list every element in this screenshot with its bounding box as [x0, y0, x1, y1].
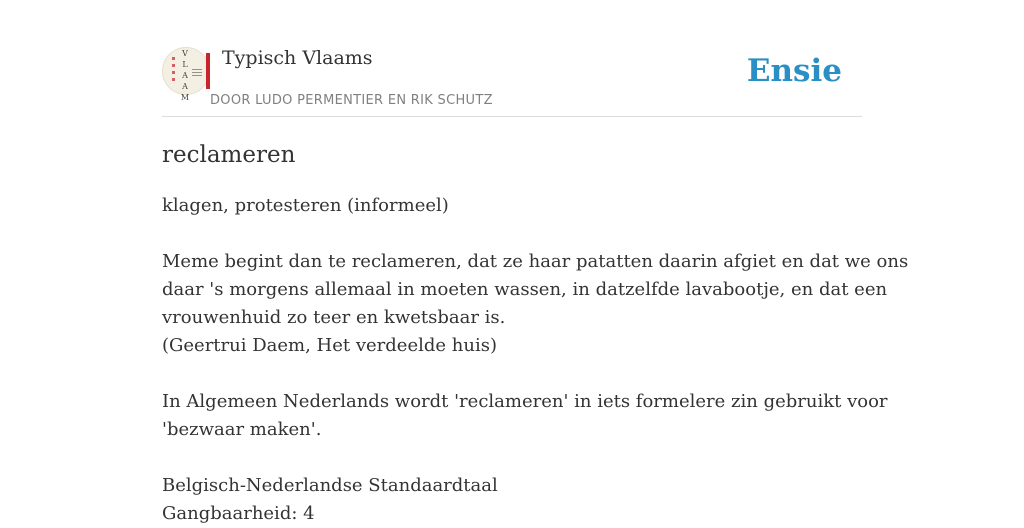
quote-line: Meme begint dan te reclameren, dat ze haar patatten daarin afgiet en dat we ons [162, 251, 909, 272]
note-line: 'bezwaar maken'. [162, 419, 322, 440]
note-line: In Algemeen Nederlands wordt 'reclameren' in iets formelere zin gebruikt voor [162, 391, 888, 412]
post-content [162, 138, 909, 528]
extra-text: Gangbaarheid: 4 [162, 503, 315, 524]
logo-text-lines [192, 69, 202, 78]
post-body [162, 192, 909, 528]
logo-red-stripe [206, 53, 210, 89]
post-title: reclameren [162, 142, 296, 168]
blog-title[interactable]: Typisch Vlaams [222, 47, 373, 69]
category-text: Belgisch-Nederlandse Standaardtaal [162, 475, 498, 496]
blog-header [162, 46, 862, 117]
logo-lettering: V L A A M [180, 49, 190, 102]
ensie-brand-link[interactable]: Ensie [746, 53, 842, 89]
blog-authors: DOOR LUDO PERMENTIER EN RIK SCHUTZ [210, 93, 493, 108]
blog-logo[interactable] [162, 47, 210, 102]
quote-source: (Geertrui Daem, Het verdeelde huis) [162, 335, 497, 356]
logo-red-marks [172, 57, 175, 85]
quote-line: daar 's morgens allemaal in moeten wassen, in datzelfde lavabootje, en dat een [162, 279, 888, 300]
quote-line: vrouwenhuid zo teer en kwetsbaar is. [162, 307, 506, 328]
definition-text: klagen, protesteren (informeel) [162, 195, 449, 216]
